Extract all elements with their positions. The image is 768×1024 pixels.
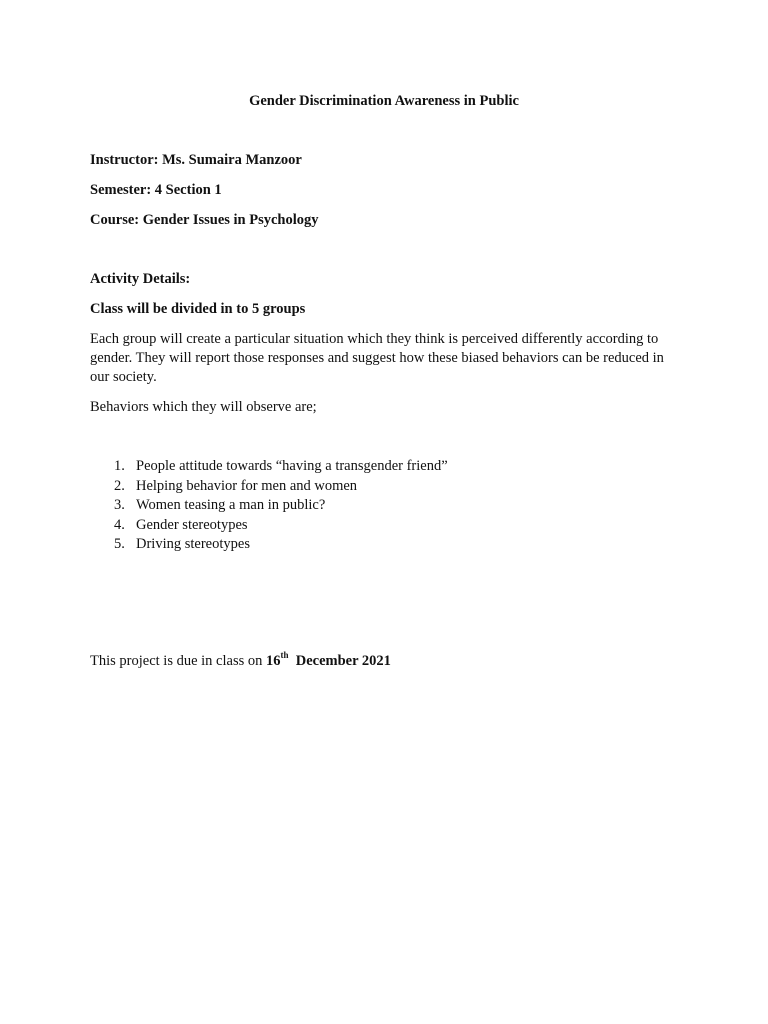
list-item: [90, 477, 448, 497]
list-item-number: 3.: [114, 497, 125, 513]
list-item-text: People attitude towards “having a transgender friend”: [136, 458, 448, 474]
due-day-suffix: th: [280, 650, 289, 660]
course-line: Course: Gender Issues in Psychology: [90, 212, 319, 228]
list-item: [90, 535, 448, 555]
list-item-text: Gender stereotypes: [136, 516, 248, 533]
groups-line: Class will be divided in to 5 groups: [90, 301, 306, 317]
due-day: 16: [265, 653, 281, 669]
list-item-number: 4.: [114, 516, 125, 533]
list-item-number: 5.: [114, 536, 125, 552]
list-item-text: Driving stereotypes: [136, 536, 250, 552]
behaviors-intro: Behaviors which they will observe are;: [90, 399, 317, 415]
semester-line: Semester: 4 Section 1: [90, 182, 222, 198]
document-title: Gender Discrimination Awareness in Public: [249, 93, 519, 109]
due-month-year: December 2021: [295, 653, 391, 669]
list-item-number: 2.: [114, 477, 125, 494]
list-item: [90, 457, 448, 477]
behaviors-list: [90, 457, 448, 555]
due-date-line: [90, 650, 391, 670]
list-item-text: Women teasing a man in public?: [136, 497, 326, 513]
activity-description: Each group will create a particular situation which they think is perceived differently according to gender. They will report those responses and suggest how these biased behaviors can be reduced in our society.: [90, 331, 664, 385]
list-item: [90, 516, 448, 536]
activity-heading: Activity Details:: [90, 271, 191, 287]
list-item-text: Helping behavior for men and women: [136, 477, 358, 494]
list-item-number: 1.: [114, 458, 125, 474]
list-item: [90, 496, 448, 516]
due-prefix: This project is due in class on: [90, 653, 266, 669]
instructor-line: Instructor: Ms. Sumaira Manzoor: [90, 152, 302, 168]
